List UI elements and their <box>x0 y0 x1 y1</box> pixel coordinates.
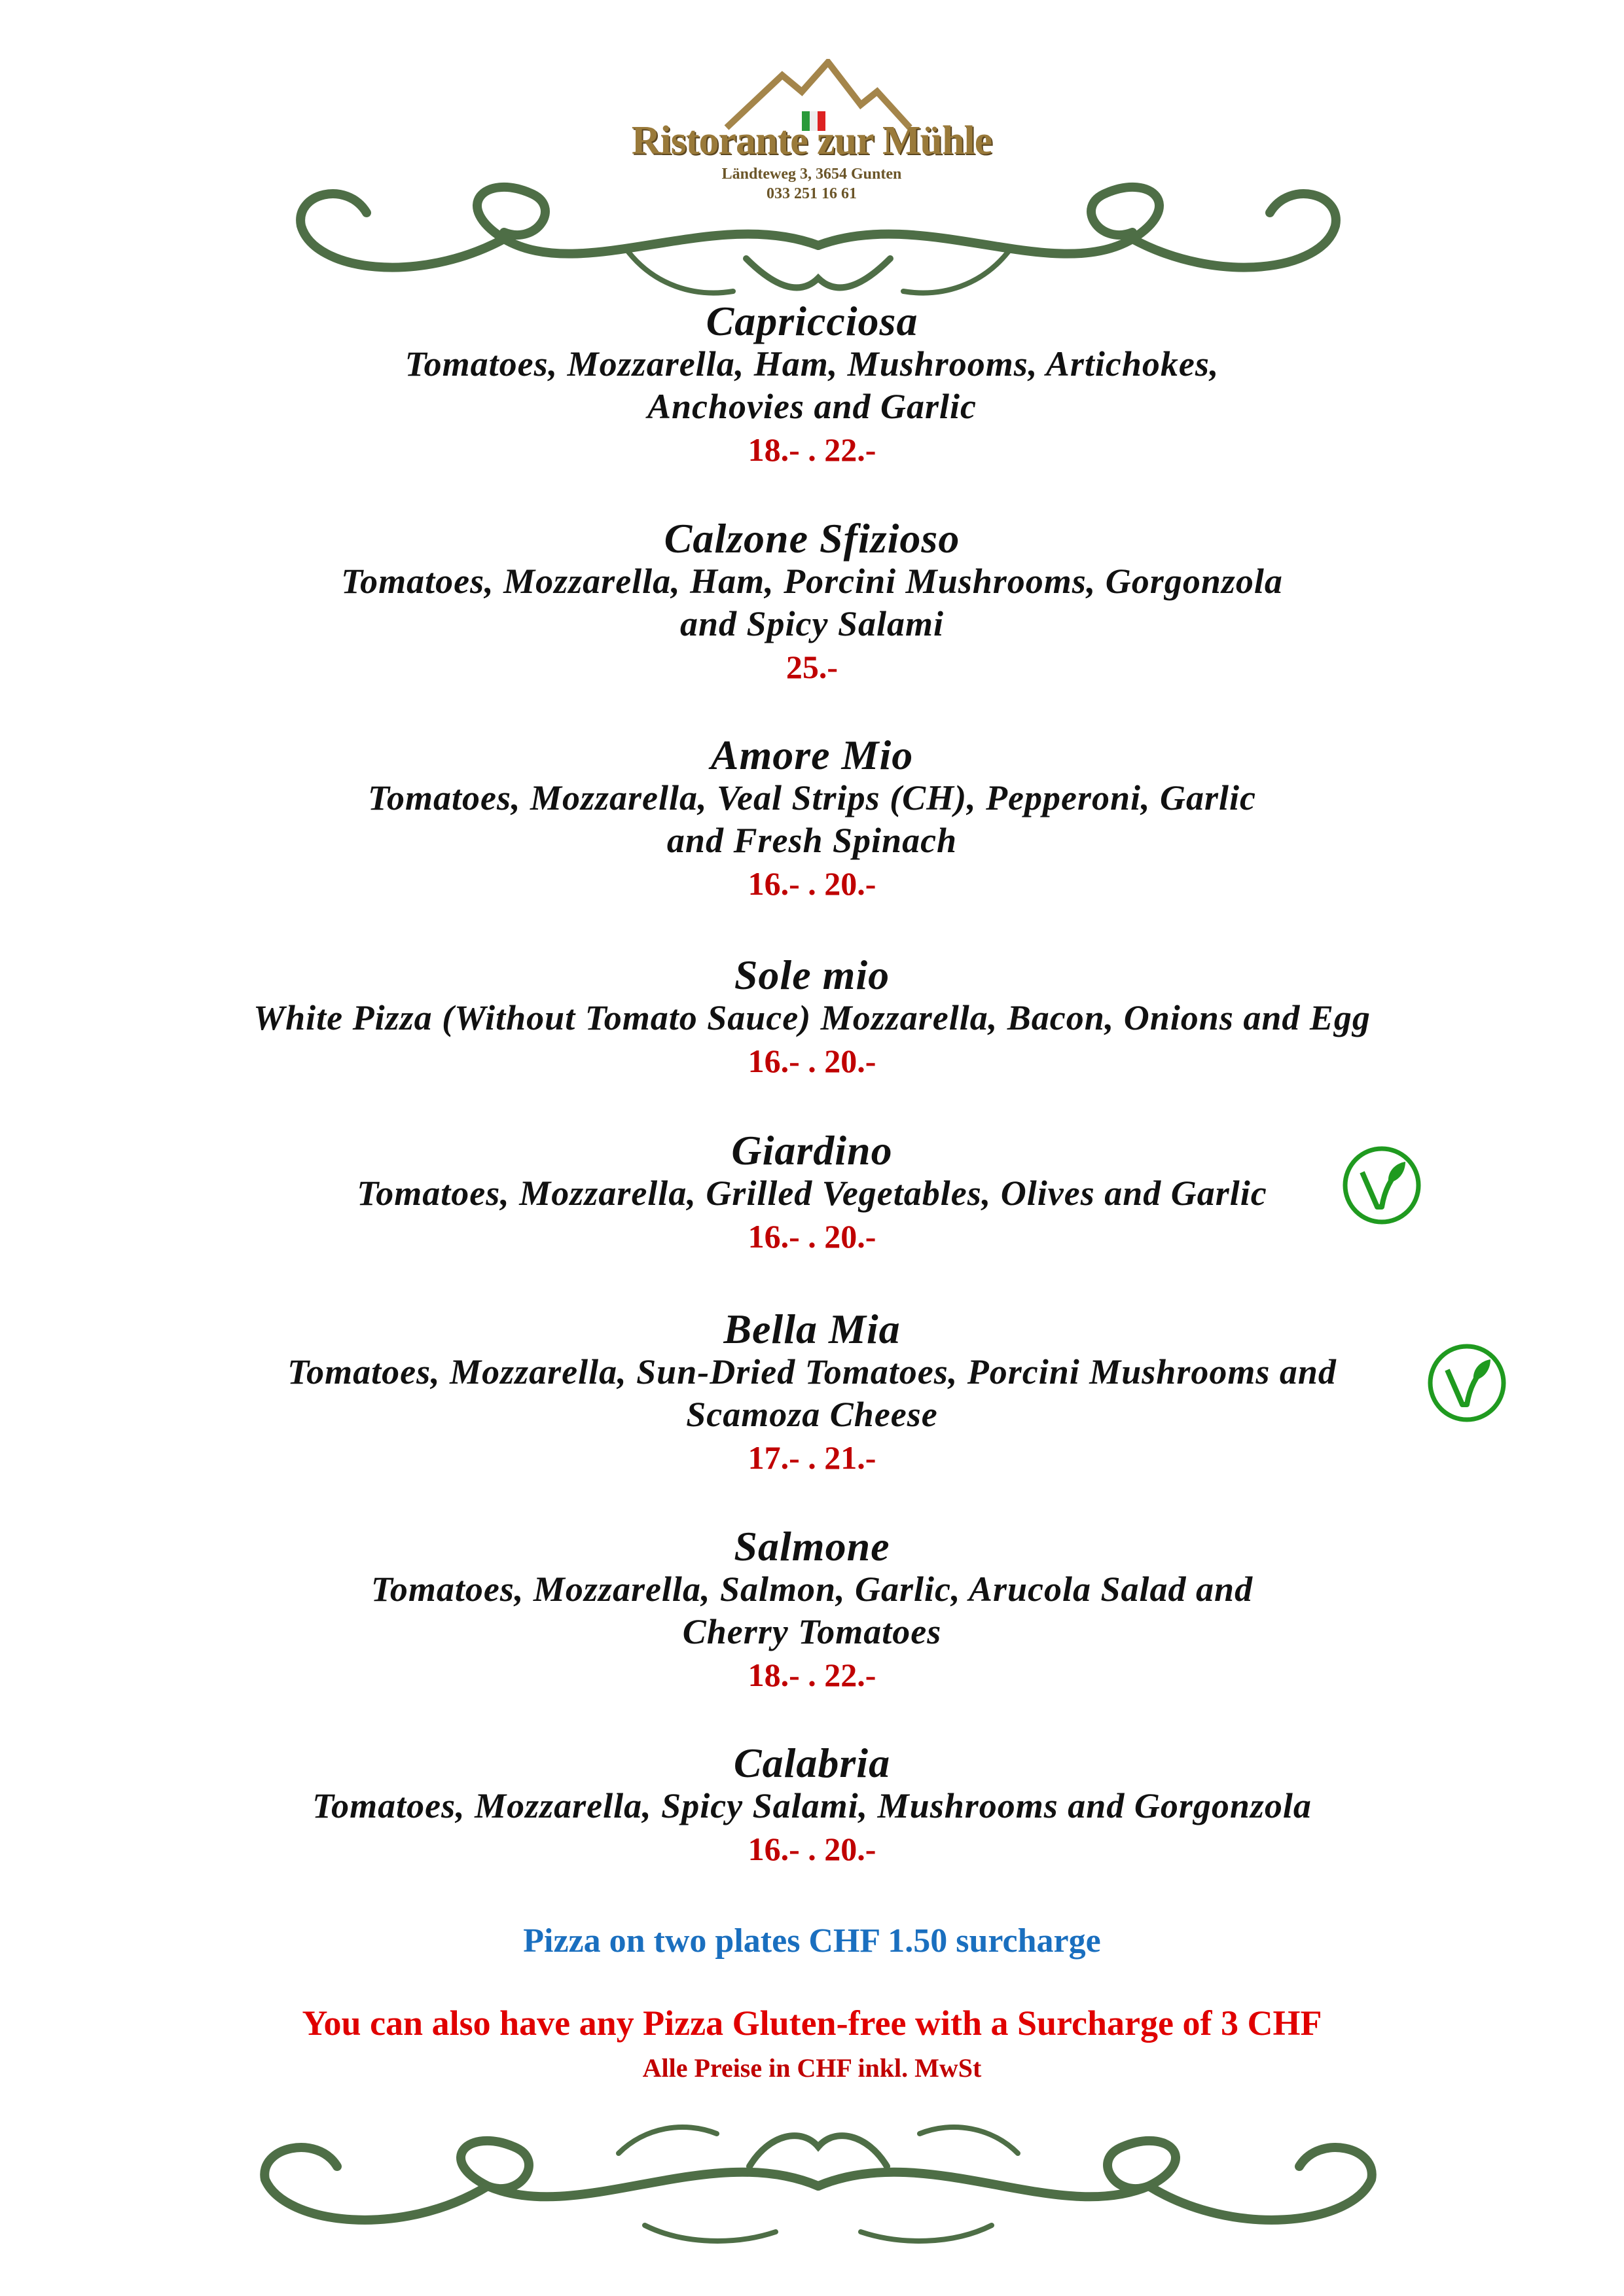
restaurant-address: Ländteweg 3, 3654 Gunten <box>721 166 902 183</box>
item-description: Anchovies and Garlic <box>647 387 977 426</box>
menu-item <box>0 954 1624 1083</box>
item-price: 16.- . 20.- <box>748 865 876 902</box>
item-description: Tomatoes, Mozzarella, Grilled Vegetables, Olives and Garlic <box>357 1174 1267 1213</box>
item-price: 18.- . 22.- <box>748 1657 876 1693</box>
menu-item <box>0 1525 1624 1696</box>
item-price: 16.- . 20.- <box>748 1831 876 1867</box>
two-plates-note: Pizza on two plates CHF 1.50 surcharge <box>523 1922 1101 1960</box>
top-ornament-icon <box>288 167 1348 317</box>
menu-item <box>0 1308 1624 1479</box>
restaurant-phone: 033 251 16 61 <box>767 185 857 202</box>
item-name: Calzone Sfizioso <box>664 515 960 562</box>
vegetarian-icon <box>1341 1145 1422 1226</box>
vat-note: Alle Preise in CHF inkl. MwSt <box>642 2053 982 2083</box>
item-description: Cherry Tomatoes <box>682 1612 942 1651</box>
item-description: Tomatoes, Mozzarella, Ham, Mushrooms, Artichokes, <box>405 344 1219 384</box>
item-name: Sole mio <box>734 952 890 998</box>
item-name: Capricciosa <box>706 298 918 344</box>
gluten-free-note: You can also have any Pizza Gluten-free with a Surcharge of 3 CHF <box>302 2003 1322 2043</box>
item-name: Amore Mio <box>710 732 914 778</box>
item-name: Giardino <box>731 1127 893 1174</box>
item-price: 16.- . 20.- <box>748 1218 876 1255</box>
menu-item <box>0 517 1624 689</box>
item-name: Calabria <box>733 1740 891 1786</box>
item-price: 18.- . 22.- <box>748 431 876 468</box>
item-name: Bella Mia <box>723 1306 901 1352</box>
restaurant-name: Ristorante zur Mühle <box>631 118 992 163</box>
item-price: 17.- . 21.- <box>748 1439 876 1476</box>
item-description: Tomatoes, Mozzarella, Sun-Dried Tomatoes, Porcini Mushrooms and <box>287 1352 1337 1391</box>
vegetarian-icon <box>1426 1342 1507 1424</box>
item-description: Tomatoes, Mozzarella, Salmon, Garlic, Arucola Salad and <box>370 1570 1254 1609</box>
item-name: Salmone <box>734 1523 890 1570</box>
item-price: 25.- <box>785 649 839 685</box>
menu-item <box>0 1742 1624 1871</box>
item-description: Tomatoes, Mozzarella, Spicy Salami, Mushrooms and Gorgonzola <box>312 1786 1312 1825</box>
item-description: White Pizza (Without Tomato Sauce) Mozzarella, Bacon, Onions and Egg <box>253 998 1371 1037</box>
item-description: Tomatoes, Mozzarella, Ham, Porcini Mushrooms, Gorgonzola <box>341 562 1283 601</box>
bottom-ornament-icon <box>252 2114 1384 2258</box>
menu-item <box>0 734 1624 905</box>
item-description: and Spicy Salami <box>679 604 945 643</box>
item-description: Scamoza Cheese <box>686 1395 938 1434</box>
menu-item <box>0 300 1624 471</box>
item-description: and Fresh Spinach <box>666 821 958 860</box>
item-description: Tomatoes, Mozzarella, Veal Strips (CH), Pepperoni, Garlic <box>367 778 1257 817</box>
item-price: 16.- . 20.- <box>748 1043 876 1079</box>
